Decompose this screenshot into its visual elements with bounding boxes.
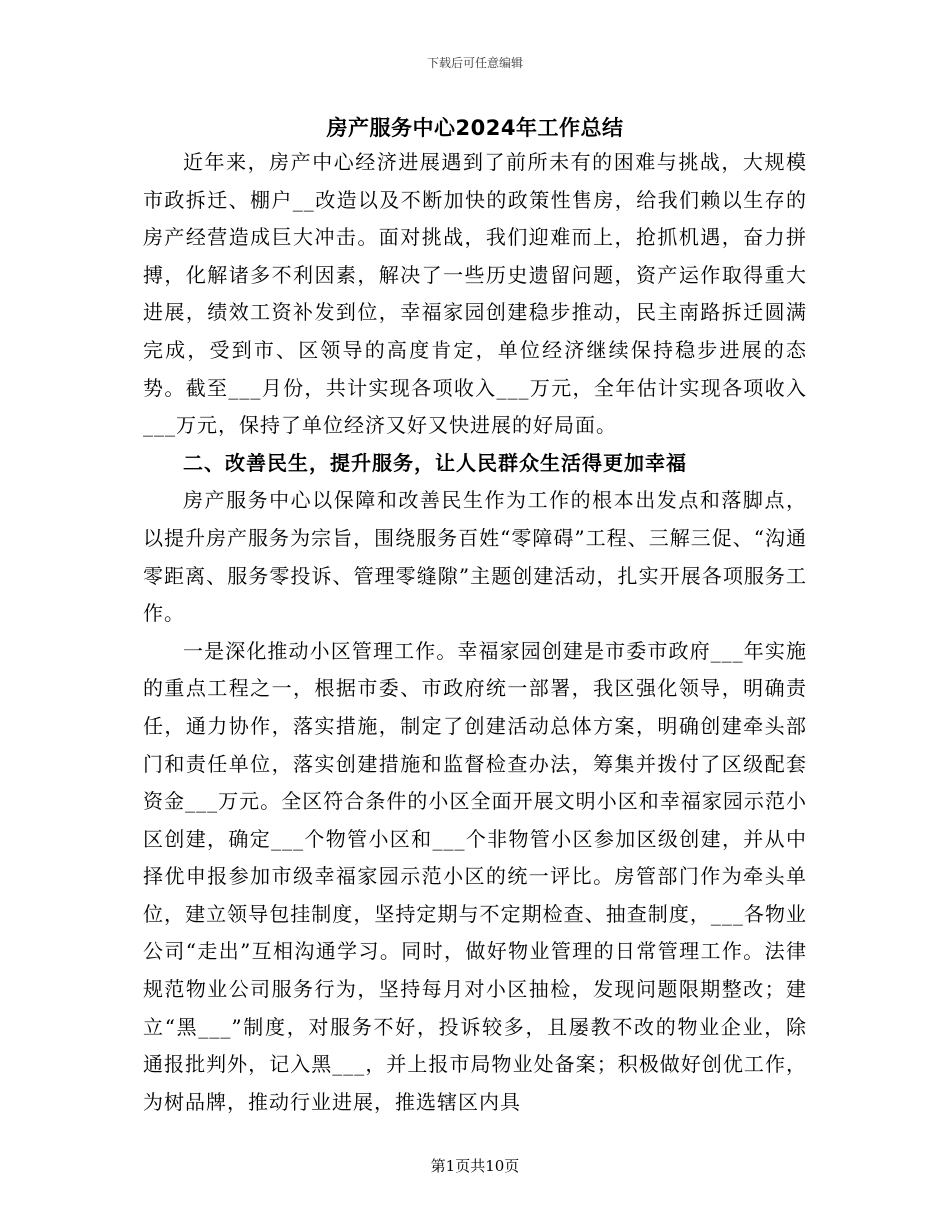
page-header-note: 下载后可任意编辑 — [426, 56, 523, 70]
paragraph-service-goal: 房产服务中心以保障和改善民生作为工作的根本出发点和落脚点，以提升房产服务为宗旨，围绕服务百姓“零障碍”工程、三解三促、“沟通零距离、服务零投诉、管理零缝隙”主题创建活动，扎实开展各项服务工作。 — [143, 488, 807, 626]
paragraph-community-management: 一是深化推动小区管理工作。幸福家园创建是市委市政府___年实施的重点工程之一，根据市委、市政府统一部署，我区强化领导，明确责任，通力协作，落实措施，制定了创建活动总体方案，明确创建牵头部门和责任单位，落实创建措施和监督检查办法，筹集并拨付了区级配套资金___万元。全区符合条件的小区全面开展文明小区和幸福家园示范小区创建，确定___个物管小区和___个非物管小区参加区级创建，并从中择优申报参加市级幸福家园示范小区的统一评比。房管部门作为牵头单位，建立领导包挂制度，坚持定期与不定期检查、抽查制度，___各物业公司“走出”互相沟通学习。同时，做好物业管理的日常管理工作。法律规范物业公司服务行为，坚持每月对小区抽检，发现问题限期整改；建立“黑___”制度，对服务不好，投诉较多，且屡教不改的物业企业，除通报批判外，记入黑___，并上报市局物业处备案；积极做好创优工作，为树品牌，推动行业进展，推选辖区内具 — [143, 638, 807, 1114]
document-body — [143, 144, 807, 1121]
page-number: 第1页共10页 — [430, 1157, 520, 1175]
section-heading-2: 二、改善民生，提升服务，让人民群众生活得更加幸福 — [183, 450, 687, 475]
paragraph-intro: 近年来，房产中心经济进展遇到了前所未有的困难与挑战，大规模市政拆迁、棚户__改造以及不断加快的政策性售房，给我们赖以生存的房产经营造成巨大冲击。面对挑战，我们迎难而上，抢抓机遇，奋力拼搏，化解诸多不利因素，解决了一些历史遗留问题，资产运作取得重大进展，绩效工资补发到位，幸福家园创建稳步推动，民主南路拆迁圆满完成，受到市、区领导的高度肯定，单位经济继续保持稳步进展的态势。截至___月份，共计实现各项收入___万元，全年估计实现各项收入___万元，保持了单位经济又好又快进展的好局面。 — [143, 150, 807, 438]
document-title: 房产服务中心2024年工作总结 — [326, 116, 624, 140]
